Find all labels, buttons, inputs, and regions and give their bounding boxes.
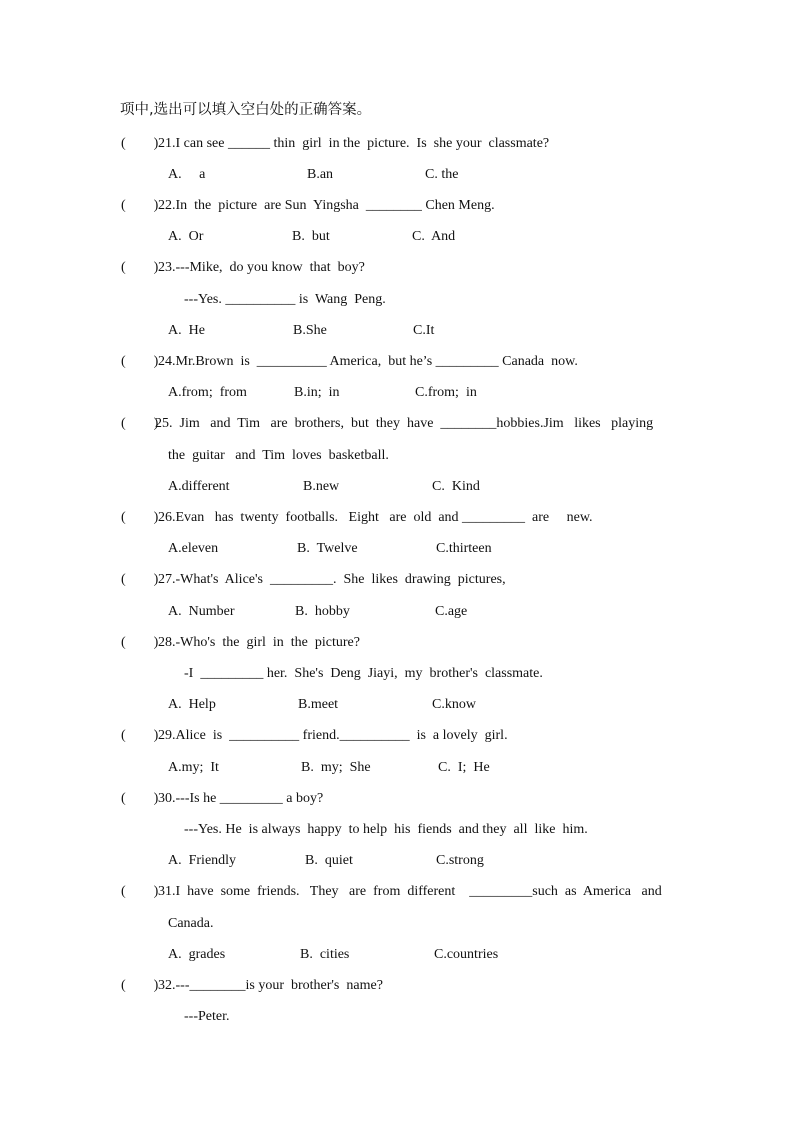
question-stem: 27.-What's Alice's _________. She likes drawing pictures, [158,572,506,587]
option-b: B.an [307,167,334,182]
option-b: B. cities [300,947,350,962]
option-a: A.different [168,479,230,494]
option-a: A. Help [168,697,216,712]
option-a: A. grades [168,947,226,962]
option-b: B. Twelve [297,541,358,556]
answer-bracket[interactable]: ( ) [121,884,159,899]
question-stem: 31.I have some friends. They are from different _________such as America and [158,884,662,899]
option-c: C.know [432,697,476,712]
answer-bracket[interactable]: ( ) [121,198,159,213]
question-stem: 23.---Mike, do you know that boy? [158,260,365,275]
question-stem-line-2: Canada. [168,916,214,931]
question-stem: 22.In the picture are Sun Yingsha ________ Chen Meng. [158,198,495,213]
answer-bracket[interactable]: ( ) [121,572,159,587]
question-stem-line-2: ---Peter. [184,1009,230,1024]
question-stem-line-2: the guitar and Tim loves basketball. [168,448,389,463]
answer-bracket[interactable]: ( ) [121,136,159,151]
question-stem: 25. Jim and Tim are brothers, but they have ________hobbies.Jim likes playing [155,416,654,431]
answer-bracket[interactable]: ( ) [121,791,159,806]
question-stem: 32.---________is your brother's name? [158,978,383,993]
option-c: C. the [425,167,459,182]
answer-bracket[interactable]: ( ) [121,354,159,369]
option-c: C. I; He [438,760,490,775]
answer-bracket[interactable]: ( ) [121,510,159,525]
answer-bracket[interactable]: ( ) [121,978,159,993]
question-stem: 26.Evan has twenty footballs. Eight are old and _________ are new. [158,510,593,525]
option-b: B. quiet [305,853,353,868]
option-c: C.from; in [415,385,477,400]
option-a: A. a [168,167,206,182]
question-stem-line-2: ---Yes. He is always happy to help his fiends and they all like him. [184,822,588,837]
option-c: C.countries [434,947,499,962]
question-stem: 30.---Is he _________ a boy? [158,791,324,806]
question-stem: 24.Mr.Brown is __________ America, but he’s _________ Canada now. [158,354,578,369]
option-b: B. but [292,229,330,244]
option-a: A.from; from [168,385,247,400]
option-c: C.It [413,323,435,338]
question-stem: 29.Alice is __________ friend.__________ is a lovely girl. [158,728,508,743]
option-c: C. Kind [432,479,480,494]
option-c: C. And [412,229,456,244]
option-a: A. Number [168,604,235,619]
question-stem: 21.I can see ______ thin girl in the picture. Is she your classmate? [158,136,550,151]
option-c: C.strong [436,853,484,868]
option-b: B.in; in [294,385,340,400]
option-a: A.my; It [168,760,219,775]
answer-bracket[interactable]: ( ) [121,416,159,431]
instruction-text: 项中,选出可以填入空白处的正确答案。 [120,102,372,118]
option-a: A.eleven [168,541,219,556]
answer-bracket[interactable]: ( ) [121,260,159,275]
answer-bracket[interactable]: ( ) [121,635,159,650]
option-b: B.new [303,479,340,494]
option-c: C.thirteen [436,541,492,556]
option-b: B. hobby [295,604,350,619]
question-stem-line-2: ---Yes. __________ is Wang Peng. [184,292,386,307]
answer-bracket[interactable]: ( ) [121,728,159,743]
option-a: A. He [168,323,205,338]
option-b: B.She [293,323,327,338]
option-c: C.age [435,604,468,619]
option-a: A. Friendly [168,853,237,868]
option-b: B.meet [298,697,339,712]
option-a: A. Or [168,229,204,244]
question-stem: 28.-Who's the girl in the picture? [158,635,360,650]
option-b: B. my; She [301,760,371,775]
question-stem-line-2: -I _________ her. She's Deng Jiayi, my brother's classmate. [184,666,543,681]
